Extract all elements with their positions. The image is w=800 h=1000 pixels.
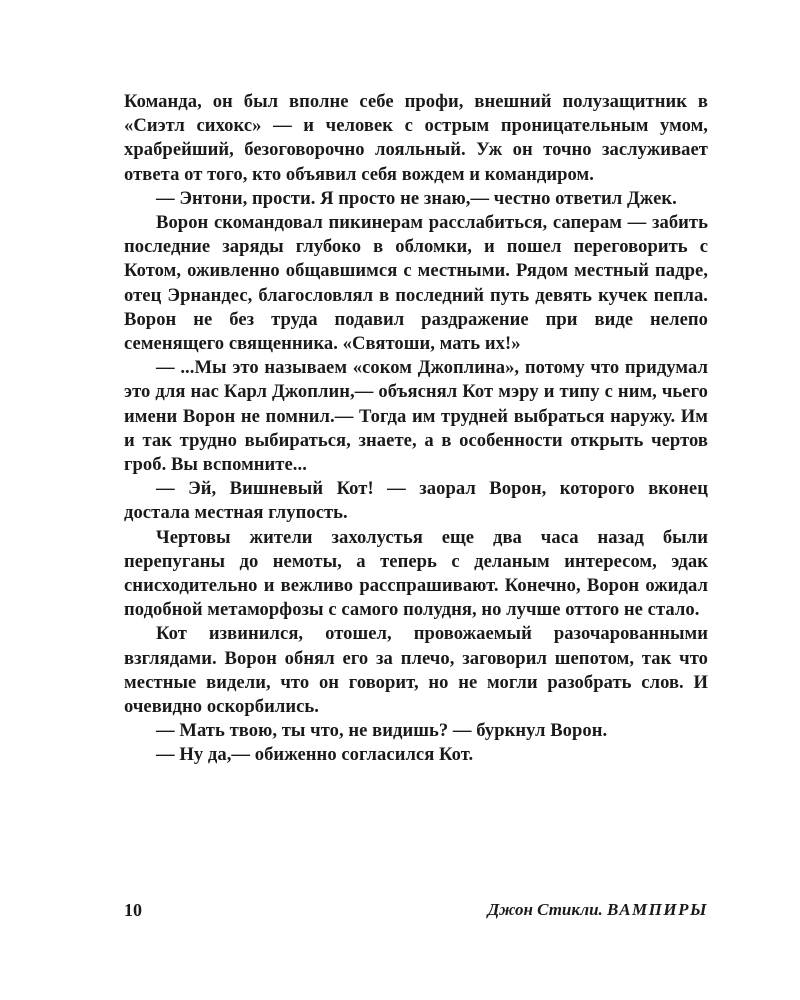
paragraph-8: — Мать твою, ты что, не видишь? — буркнул Ворон.: [156, 720, 608, 742]
paragraph-4: — ...Мы это называем «соком Джоплина», потому что придумал это для нас Карл Джоплин,— объяснял Кот мэру и типу с ним, чьего имени Ворон не помнил.— Тогда им трудней выбраться наружу. Им и так трудно выбираться, знаете, а в особенности открыть чертов гроб. Вы вспомните...: [124, 357, 708, 476]
page-footer: [124, 900, 708, 926]
paragraph-5: — Эй, Вишневый Кот! — заорал Ворон, которого вконец достала местная глупость.: [124, 478, 708, 524]
paragraph-3: Ворон скомандовал пикинерам расслабиться, саперам — забить последние заряды глубоко в обломки, и пошел переговорить с Котом, оживленно общавшимся с местными. Рядом местный падре, отец Эрнандес, благословлял в последний путь девять кучек пепла. Ворон не без труда подавил раздражение при виде нелепо семенящего священника. «Святоши, мать их!»: [124, 212, 708, 355]
paragraph-2: — Энтони, прости. Я просто не знаю,— честно ответил Джек.: [156, 187, 677, 209]
page-number: 10: [124, 900, 142, 920]
paragraph-6: Чертовы жители захолустья еще два часа назад были перепуганы до немоты, а теперь с деланым интересом, эдак снисходительно и вежливо расспрашивают. Конечно, Ворон ожидал подобной метаморфозы с самого полудня, но лучше оттого не стало.: [124, 526, 708, 621]
paragraph-9: — Ну да,— обиженно согласился Кот.: [156, 744, 474, 766]
paragraph-7: Кот извинился, отошел, провожаемый разочарованными взглядами. Ворон обнял его за плечо, заговорил шепотом, так что местные видели, что он говорит, но не могли разобрать слов. И очевидно оскорбились.: [124, 623, 708, 718]
body-text: [124, 90, 708, 768]
running-title-book: ВАМПИРЫ: [607, 900, 708, 919]
running-title: [488, 900, 708, 920]
paragraph-1: Команда, он был вполне себе профи, внешний полузащитник в «Сиэтл сихокс» — и человек с острым проницательным умом, храбрейший, безоговорочно лояльный. Уж он точно заслуживает ответа от того, кто объявил себя вождем и командиром.: [124, 91, 708, 185]
running-title-author: Джон Стикли.: [487, 900, 603, 919]
